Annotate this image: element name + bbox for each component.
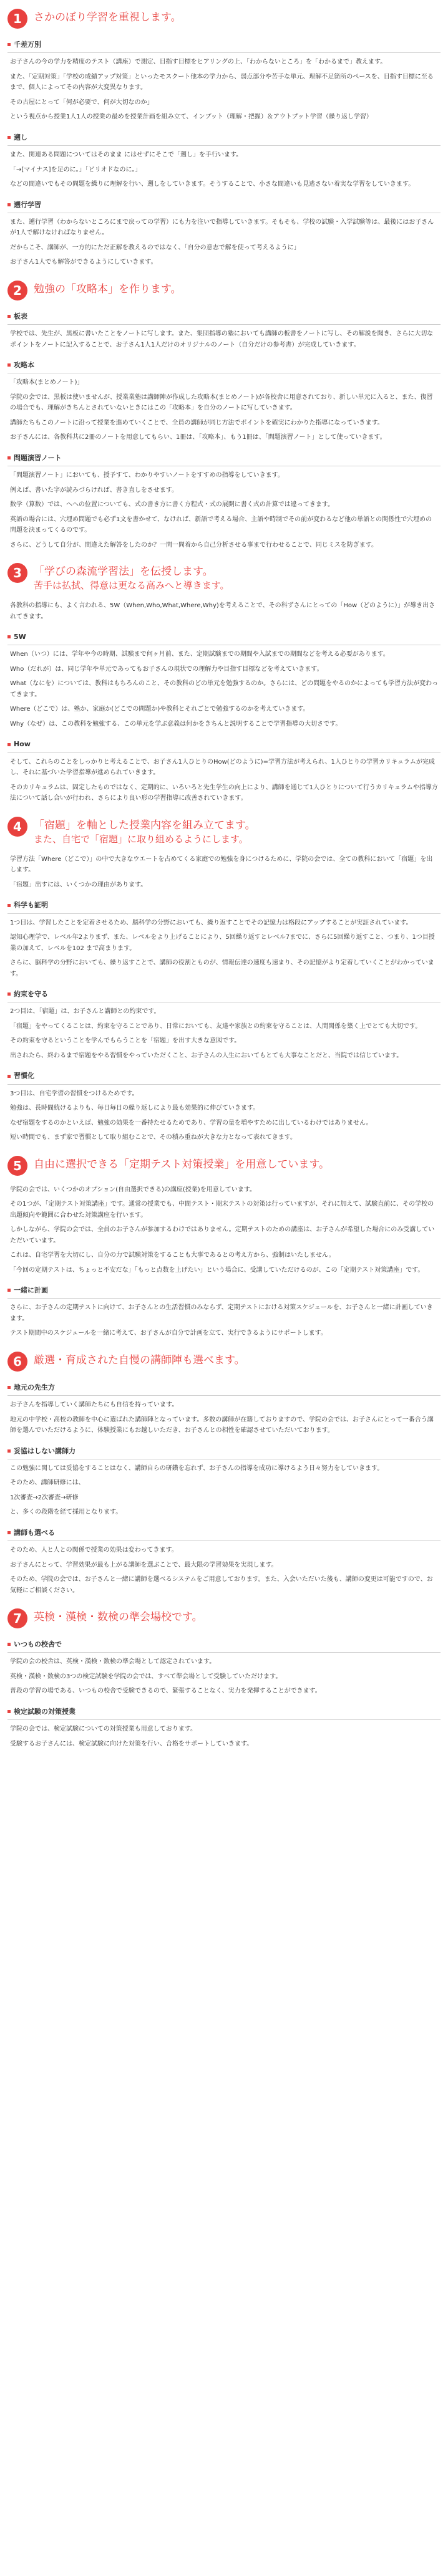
paragraph: 数学（算数）では、へへの位置についても、式の書き方に書く方程式・式の展開に書く式の計算では違ってきます。 — [10, 501, 334, 508]
section-3 — [7, 563, 441, 804]
subsection-heading — [7, 1283, 441, 1299]
square-bullet-icon — [7, 43, 11, 46]
section-header — [7, 1156, 441, 1176]
square-bullet-icon — [7, 635, 11, 638]
paragraph: その古屋にとって「何が必要で、何が大切なのか」 — [10, 99, 153, 106]
section-title-text: 「宿題」を軸とした授業内容を組み立てます。 — [34, 819, 256, 832]
paragraph: そのカリキュラムは、固定したものではなく、定期的に、いろいろと先生学生の向上により、講師を通じて1人ひとりについて行うカリキュラムや指導方法について話し合いが行われ、さらにより良い形の学習指導に改善されていきます。 — [10, 784, 438, 802]
paragraph: 「攻略本(まとめノート)」 — [10, 379, 84, 387]
paragraph-block — [7, 57, 441, 123]
paragraph-block — [7, 217, 441, 268]
paragraph: 学習方法「Where（どこで）」の中で大きなウエートを占めてくる家庭での勉強を身につけるために、学院の会では、全ての教科において「宿題」を出します。 — [10, 855, 433, 874]
paragraph: 学院の会では、いくつかのオプション(自由選択できる)の講座(授業)を用意しています。 — [10, 1186, 256, 1193]
paragraph: そのため、人と人との関係で授業の効果は変わってきます。 — [10, 1547, 178, 1554]
paragraph: そのため、学院の会では、お子さんと一緒に講師を選べるシステムをご用意しております。また、入会いただいた後も、講師の変更は可能ですので、お気軽にご相談ください。 — [10, 1576, 433, 1594]
paragraph: 学院の会の校舎は、英検・漢検・数検の準会場として認定されています。 — [10, 1658, 216, 1666]
paragraph-block — [7, 150, 441, 190]
paragraph: だからこそ、講師が、一方的にただ正解を教えるのではなく、「自分の意志で解を使って考えるように」 — [10, 244, 300, 251]
paragraph: そのため、講師研修には、 — [10, 1479, 85, 1487]
paragraph-block — [7, 649, 441, 729]
subsection-heading-text: 問題演習ノート — [14, 453, 62, 462]
paragraph: 「宿題」出すには、いくつかの理由があります。 — [10, 881, 147, 888]
paragraph: さらに、脳科学の分野においても、繰り返すことで、講師の役割とものが、情報伝達の速度も速まり、その記憶がより定着していくことがわかっています。 — [10, 959, 434, 978]
paragraph: また、「定期対策」「学校の成績アップ対策」といったモスクート他本の学力から、弱点部分や苦手な単元、理解不足箇所のペースを、目指す目標に至るまで、個人によってその内容が大変異なります。 — [10, 73, 434, 92]
section-header — [7, 817, 441, 845]
paragraph: What（なにを）については、教科はもちろんのこと、その教科のどの単元を勉強するのか。さらには、どの問題をやるのかによっても学習方法が変わってきます。 — [10, 680, 438, 698]
paragraph: 英検・漢検・数検の3つの検定試験を学院の会では、すべて準会場として受験していただけます。 — [10, 1673, 282, 1680]
section-title-text: 自由に選択できる「定期テスト対策授業」を用意しています。 — [34, 1158, 329, 1171]
section-title — [34, 1608, 203, 1625]
paragraph: また、遡行学習（わからないところにまで戻っての学習）にも力を注いで指導していきます。そもそも、学校の試験・入学試験等は、最後にはお子さんが1人で解けなければなりません。 — [10, 218, 434, 237]
section-title — [34, 1352, 245, 1368]
paragraph: 学校では、先生が、黒板に書いたことをノートに写します。また、集団指導の塾においても講師の板書をノートに写し、その解説を聞き、さらに大切なポイントをノートに記入することで、お子さん1人1人だけのオリジナルのノート（自分だけの参考書）が完成していきます。 — [10, 330, 434, 348]
subsection-heading-text: 講師も選べる — [14, 1528, 55, 1537]
paragraph-block — [7, 918, 441, 980]
paragraph-block — [7, 600, 441, 622]
subsection-heading-text: 妥協はしない講師力 — [14, 1446, 75, 1455]
section-1 — [7, 9, 441, 268]
square-bullet-icon — [7, 315, 11, 318]
subsection-heading-text: 約束を守る — [14, 990, 48, 999]
paragraph: お子さんを指導していく講師たちにも自信を持っています。 — [10, 1401, 178, 1409]
section-number-badge: 5 — [7, 1156, 27, 1176]
subsection-heading-text: 板表 — [14, 312, 27, 320]
paragraph: 地元の中学校・高校の教師を中心に選ばれた講師陣となっています。多数の講師が在籍しておりますので、学院の会では、お子さんにとって一番合う講師を選んでいただけるように、体験授業にもお越しいただき、お子さんとの相性を確認させていただいております。 — [10, 1416, 434, 1435]
section-title — [34, 563, 230, 592]
paragraph: そして、これらのことをしっかりと考えることで、お子さん1人ひとりのHow(どのように)=学習方法が考えられ、1人ひとりの学習カリキュラムが完成し、それに基づいた学習指導が進められていきます。 — [10, 758, 435, 777]
paragraph: また、関連ある問題についてはそのまま にはせずにそこで「遡し」を手行います。 — [10, 151, 243, 158]
paragraph: お子さん1人でも解答ができるようにしていきます。 — [10, 259, 157, 266]
section-number-badge: 2 — [7, 281, 27, 300]
section-header — [7, 563, 441, 592]
square-bullet-icon — [7, 1531, 11, 1534]
paragraph-block — [7, 1545, 441, 1596]
square-bullet-icon — [7, 1289, 11, 1292]
subsection-heading — [7, 1444, 441, 1459]
subsection-heading-text: いつもの校舎で — [14, 1640, 62, 1649]
section-number-badge: 4 — [7, 817, 27, 837]
section-5 — [7, 1156, 441, 1339]
subsection-heading-text: 科学も証明 — [14, 901, 48, 910]
paragraph: 「問題演習ノート」においても、授予すて、わかりやすいノートをすすめの指導をしていきます。 — [10, 472, 284, 479]
subsection-heading — [7, 358, 441, 373]
subsection-heading-text: 千差万別 — [14, 41, 41, 49]
subsection-heading — [7, 198, 441, 213]
subsection-heading-text: 攻略本 — [14, 361, 34, 369]
paragraph: という視点から授業1人1人の授業の最めを授業計画を組み立て、インプット（理解・把握）＆アウトプット学習（繰り返し学習） — [10, 113, 373, 121]
subsection-heading — [7, 1637, 441, 1653]
section-subtitle: また、自宅で「宿題」に取り組めるようにします。 — [34, 833, 248, 845]
paragraph: 認知心理学で、レベル年2よりまず、また、レベルをより上げることにより、5回繰り返すとレベル7までに、さらに5回繰り返すこと、つまり、1つ目授業の加えて、レベルを102 まで高まります。 — [10, 934, 435, 952]
paragraph: 出されたら、終わるまで宿題をやる習慣をやっていただくこと、お子さんの人生においてもとても大事なことだと、当院では信じています。 — [10, 1052, 403, 1059]
paragraph: さらに、どうして自分が、間違えた解答をしたのか？一問一問着から自己分析させる事まで行わせることで、同じミスを防ぎます。 — [10, 541, 377, 549]
paragraph-block — [7, 1089, 441, 1143]
paragraph: 学院の会では、検定試験についての対策授業も用意しております。 — [10, 1726, 197, 1733]
paragraph: その1つが、「定期テスト対策講座」です。通常の授業でも、中間テスト・期末テストの対策は行っていますが、それに加えて、試験直前に、その学校の出題傾向や範囲に合わせた対策講座を行います。 — [10, 1201, 434, 1219]
paragraph-block — [7, 329, 441, 350]
section-header — [7, 281, 441, 300]
paragraph: さらに、お子さんの定期テストに向けて、お子さんとの生活習慣のみならず、定期テストにおける対策スケジュールを、お子さんと一緒に計画していきます。 — [10, 1304, 433, 1322]
subsection-heading — [7, 1380, 441, 1396]
paragraph: お子さんにとって、学習効果が最も上がる講師を選ぶことで、最大限の学習効果を実現します。 — [10, 1561, 278, 1569]
square-bullet-icon — [7, 1386, 11, 1389]
square-bullet-icon — [7, 992, 11, 996]
square-bullet-icon — [7, 1075, 11, 1078]
paragraph-block — [7, 1463, 441, 1518]
paragraph: なぜ宿題をするのかといえば、勉強の効果を一番持たせるためであり、学習の量を増やすために出しているわけではありません。 — [10, 1119, 373, 1127]
subsection-heading — [7, 309, 441, 325]
paragraph: 「宿題」をやってくることは、約束を守ることであり、日常においても、友達や家族との約束を守ることは、人間関係を築く上でとても大切です。 — [10, 1022, 422, 1030]
paragraph: 英語の場合には、穴埋め問題でも必ず1文を書かせて、なければ、新語で考える場合、主語や時制でその前が変わるなど他の単語との関係性で穴埋めの問題を決まってくるのです。 — [10, 516, 432, 534]
section-title-text: さかのぼり学習を重視します。 — [34, 11, 182, 24]
subsection-heading-text: 習慣化 — [14, 1072, 34, 1080]
subsection-heading — [7, 630, 441, 645]
subsection-heading-text: 地元の先生方 — [14, 1383, 55, 1391]
paragraph: 短い時間でも、まず家で習慣として取り組むことで、その積み重ねが大きな力となって表れてきます。 — [10, 1134, 296, 1141]
paragraph: テスト期間中のスケジュールを一緒に考えて、お子さんが自分で計画を立て、実行できるようにサポートします。 — [10, 1330, 327, 1337]
paragraph: 勉強は、長時間続けるよりも、毎日毎日の繰り返しにより最も効果的に伸びていきます。 — [10, 1105, 260, 1112]
subsection-heading — [7, 987, 441, 1002]
section-7 — [7, 1608, 441, 1749]
paragraph: しかしながら、学院の会では、全員のお子さんが参加するわけではありません。定期テストのための講座は、お子さんが希望した場合にのみ受講していただいています。 — [10, 1226, 435, 1244]
paragraph: 受験するお子さんには、検定試験に向けた対策を行い、合格をサポートしていきます。 — [10, 1740, 253, 1747]
paragraph-block — [7, 1400, 441, 1436]
paragraph: と、多くの段階を経て採用となります。 — [10, 1509, 122, 1516]
paragraph: Where（どこで）は、塾か、家庭か(どこでの問題か)や教科とそれごとで勉強するのかを考えていきます。 — [10, 706, 309, 713]
section-4 — [7, 817, 441, 1143]
subsection-heading-text: 遡し — [14, 133, 27, 142]
paragraph-block — [7, 1656, 441, 1697]
paragraph: その約束を守るということを学んでもらうことを「宿題」を出す大きな意図です。 — [10, 1037, 241, 1045]
paragraph: 1次審査→2次審査→研修 — [10, 1494, 79, 1501]
subsection-heading — [7, 37, 441, 53]
section-title-text: 厳選・育成された自慢の講師陣も選べます。 — [34, 1353, 245, 1367]
paragraph: 講師たちもこのノートに沿って授業を進めていくことで、全員の講師が同じ方法でポイントを確実にわかりた指導になっていきます。 — [10, 419, 384, 426]
paragraph-block — [7, 1006, 441, 1061]
section-title — [34, 1156, 329, 1172]
subsection-heading-text: 5W — [14, 633, 26, 642]
paragraph: 例えば、書いた字が読みづらければ、書き直しをさせます。 — [10, 486, 178, 494]
subsection-heading — [7, 1526, 441, 1541]
section-2 — [7, 281, 441, 550]
paragraph-block — [7, 377, 441, 443]
paragraph: 「→[マイナス]を足のに。」「ビリオドなのに。」 — [10, 166, 142, 173]
paragraph-block — [7, 1302, 441, 1339]
square-bullet-icon — [7, 1643, 11, 1646]
square-bullet-icon — [7, 136, 11, 139]
subsection-heading — [7, 898, 441, 913]
section-title — [34, 9, 182, 25]
subsection-heading-text: 検定試験の対策授業 — [14, 1707, 75, 1716]
paragraph-block — [7, 1185, 441, 1276]
section-number-badge: 3 — [7, 563, 27, 583]
paragraph: この勉強に関しては妥協をすることはなく、講師自らの研鑽を忘れず、お子さんの指導を成功に導けるよう日々努力をしていきます。 — [10, 1464, 384, 1472]
paragraph: Why（なぜ）は、この教科を勉強する、この単元を学ぶ意義は何かをきちんと説明することで学習指導の大切さです。 — [10, 720, 342, 728]
paragraph: 3つ目は、自宅学習の習慣をつけるためです。 — [10, 1090, 139, 1097]
paragraph: お子さんには、各教科共に2冊のノートを用意してもらい、1冊は、「攻略本」、もう1冊は、「問題演習ノート」として使っていきます。 — [10, 434, 386, 441]
paragraph-block — [7, 757, 441, 804]
subsection-heading-text: How — [14, 740, 31, 749]
square-bullet-icon — [7, 203, 11, 206]
paragraph: 各教科の指導にも、よく言われる、5W（When,Who,What,Where,Why)を考えることで、その科ずさんにとっての「How（どのように）」が導き出されてきます。 — [10, 602, 436, 620]
paragraph: When（いつ）には、学年や今の時期、試験まで何ヶ月前、また、定期試験までの期間や入試までの期間などを考える必要があります。 — [10, 651, 389, 658]
section-title-text: 「学びの森流学習法」を伝授します。 — [34, 565, 213, 578]
section-number-badge: 7 — [7, 1608, 27, 1628]
section-title-text: 英検・漢検・数検の準会場校です。 — [34, 1611, 203, 1624]
subsection-heading — [7, 130, 441, 146]
paragraph: 普段の学習の場である、いつもの校舎で受験できるので、緊張することなく、実力を発揮することができます。 — [10, 1688, 321, 1695]
paragraph: お子さんの今の学力を精度のテスト（講座）で測定、目指す目標をヒアリングの上、「わからないところ」を「わかるまで」教えます。 — [10, 59, 387, 66]
section-header — [7, 1608, 441, 1628]
section-header — [7, 9, 441, 29]
subsection-heading — [7, 451, 441, 466]
paragraph: などの間違いでもその問題を繰りに理解を行い、遡しをしていきます。そうすることで、小さな間違いも見逃さない着実な学習をしていきます。 — [10, 181, 415, 188]
subsection-heading — [7, 1704, 441, 1720]
paragraph: これは、自宅学習を大切にし、自分の力で試験対策をすることも大事であるとの考え方から、強制はいたしません。 — [10, 1252, 335, 1259]
section-header — [7, 1352, 441, 1372]
subsection-heading-text: 一緒に計画 — [14, 1286, 48, 1295]
paragraph: 1つ目は、学習したことを定着させるため、脳科学の分野においても、繰り返すことでその記憶力は格段にアップすることが実証されています。 — [10, 919, 412, 926]
paragraph: 2つ目は、「宿題」は、お子さんと講師との約束です。 — [10, 1008, 160, 1016]
square-bullet-icon — [7, 1710, 11, 1713]
square-bullet-icon — [7, 1449, 11, 1453]
square-bullet-icon — [7, 363, 11, 367]
subsection-heading — [7, 737, 441, 752]
subsection-heading-text: 遡行学習 — [14, 200, 41, 209]
square-bullet-icon — [7, 456, 11, 459]
paragraph-block — [7, 1724, 441, 1749]
square-bullet-icon — [7, 904, 11, 907]
section-number-badge: 6 — [7, 1352, 27, 1372]
paragraph-block — [7, 854, 441, 891]
section-title — [34, 281, 182, 297]
paragraph-block — [7, 470, 441, 550]
section-6 — [7, 1352, 441, 1596]
paragraph: 学院の会では、黒板は使いませんが、授業業塾は講師陣が作成した攻略本(まとめノート)が各校舎に用意されており、新しい単元に入ると、また、復習の場合でも、理解がきちんとされていないときにはこの「攻略本」を自分のノートに写していきます。 — [10, 393, 433, 412]
section-title-text: 勉強の「攻略本」を作ります。 — [34, 282, 182, 296]
paragraph: 「今回の定期テストは、ちょっと不安だな」「もっと点数を上げたい」という場合に、受講していただけるのが、この「定期テスト対策講座」です。 — [10, 1266, 424, 1274]
square-bullet-icon — [7, 743, 11, 746]
paragraph: Who（だれが）は、同じ学年や単元であってもお子さんの現状での理解力や目指す目標などを考えていきます。 — [10, 665, 323, 673]
section-number-badge: 1 — [7, 9, 27, 29]
section-title — [34, 817, 256, 845]
subsection-heading — [7, 1069, 441, 1084]
section-subtitle: 苦手は払拭、得意は更なる高みへと導きます。 — [34, 579, 230, 591]
